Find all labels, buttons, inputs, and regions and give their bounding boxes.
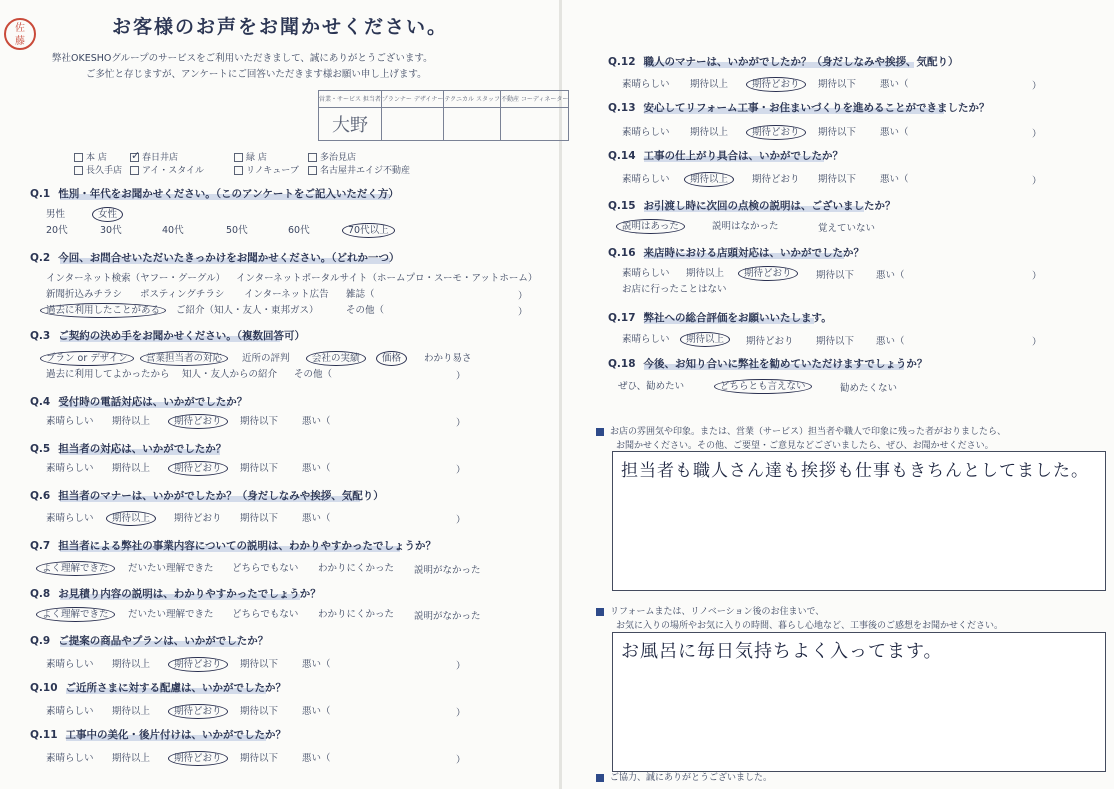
question-12 bbox=[608, 54, 959, 69]
question-4 bbox=[30, 394, 247, 409]
comment-answer-2: お風呂に毎日気持ちよく入ってます。 bbox=[621, 641, 943, 662]
question-15 bbox=[608, 198, 896, 213]
selected-answer: 期待どおり bbox=[168, 751, 228, 766]
question-text: 工事の仕上がり具合は、いかがでしたか？ bbox=[643, 150, 844, 162]
question-text: 性別・年代をお聞かせください。（このアンケートをご記入いただく方） bbox=[58, 188, 399, 200]
q11-below[interactable]: 期待以下 bbox=[240, 753, 279, 764]
q14-excellent[interactable]: 素晴らしい bbox=[622, 174, 670, 185]
q9-excellent[interactable]: 素晴らしい bbox=[46, 659, 94, 670]
question-number: Q.18 bbox=[608, 358, 636, 370]
q18-neutral[interactable] bbox=[720, 378, 806, 392]
q4-as-expected[interactable] bbox=[174, 413, 222, 427]
q17-bad-close: ） bbox=[1032, 337, 1042, 348]
question-number: Q.3 bbox=[30, 330, 51, 342]
q8-mostly[interactable]: だいたい理解できた bbox=[128, 609, 214, 620]
selected-answer: 価格 bbox=[376, 351, 407, 366]
q3-option-sales-response[interactable] bbox=[146, 350, 222, 364]
store-option-renocube[interactable] bbox=[234, 163, 299, 176]
question-number: Q.9 bbox=[30, 635, 51, 647]
q9-below[interactable]: 期待以下 bbox=[240, 659, 279, 670]
checkmark-icon: ✓ bbox=[131, 149, 141, 162]
checkbox-checked-icon[interactable] bbox=[130, 149, 141, 162]
q3-option-price[interactable] bbox=[382, 350, 401, 364]
q1-age-40s[interactable]: 40代 bbox=[162, 225, 184, 236]
q17-bad[interactable]: 悪い（ bbox=[876, 336, 905, 347]
q13-bad[interactable]: 悪い（ bbox=[880, 127, 909, 138]
q1-age-30s[interactable]: 30代 bbox=[100, 225, 122, 236]
question-text: 担当者による弊社の事業内容についての説明は、わかりやすかったでしょうか？ bbox=[58, 540, 437, 552]
q13-as-expected[interactable] bbox=[752, 124, 800, 138]
store-label: アイ・スタイル bbox=[142, 166, 205, 176]
q6-bad[interactable]: 悪い（ bbox=[302, 513, 331, 524]
seal-char-2: 藤 bbox=[15, 36, 25, 47]
q3-option-clarity[interactable]: わかり易さ bbox=[424, 353, 472, 364]
question-text: 工事中の美化・後片付けは、いかがでしたか？ bbox=[65, 729, 287, 741]
q14-bad[interactable]: 悪い（ bbox=[880, 174, 909, 185]
question-number: Q.10 bbox=[30, 682, 58, 694]
q6-below[interactable]: 期待以下 bbox=[240, 513, 279, 524]
seal-char-1: 佐 bbox=[15, 23, 25, 34]
question-text: 弊社への総合評価をお願いいたします。 bbox=[643, 312, 832, 324]
q2-option-other[interactable]: その他（ bbox=[346, 305, 385, 316]
question-7 bbox=[30, 538, 436, 553]
checkbox-icon[interactable] bbox=[234, 153, 243, 162]
q3-option-past-good[interactable]: 過去に利用してよかったから bbox=[46, 369, 170, 380]
seal-stamp bbox=[4, 18, 36, 50]
q2-option-search[interactable]: インターネット検索（ヤフー・グーグル） bbox=[46, 273, 226, 284]
staff-header-realestate: 不動産 コーディネーター bbox=[500, 91, 568, 108]
comment-prompt-2b: お気に入りの場所やお気に入りの時間、暮らし心地など、工事後のご感想をお聞かせください。 bbox=[616, 621, 1004, 631]
q2-option-posting[interactable]: ポスティングチラシ bbox=[140, 289, 225, 300]
q2-other-close: ） bbox=[518, 307, 528, 318]
q11-as-expected[interactable] bbox=[174, 750, 222, 764]
question-number: Q.4 bbox=[30, 396, 51, 408]
q12-bad[interactable]: 悪い（ bbox=[880, 79, 909, 90]
question-text: ご近所さまに対する配慮は、いかがでしたか？ bbox=[65, 682, 287, 694]
q6-bad-close: ） bbox=[456, 515, 466, 526]
q4-bad[interactable]: 悪い（ bbox=[302, 416, 331, 427]
q2-option-web-ad[interactable]: インターネット広告 bbox=[244, 289, 329, 300]
q5-as-expected[interactable] bbox=[174, 460, 222, 474]
q7-understood-well[interactable] bbox=[42, 560, 109, 574]
store-option-istyle[interactable] bbox=[130, 163, 204, 176]
q1-gender-male[interactable]: 男性 bbox=[46, 209, 66, 220]
selected-answer: 期待どおり bbox=[168, 704, 228, 719]
question-number: Q.17 bbox=[608, 312, 636, 324]
selected-answer: 期待どおり bbox=[168, 414, 228, 429]
staff-planner-cell[interactable] bbox=[381, 108, 444, 141]
bullet-square-icon bbox=[596, 774, 604, 782]
question-1 bbox=[30, 186, 399, 201]
question-13 bbox=[608, 100, 990, 115]
question-6 bbox=[30, 488, 384, 503]
q1-age-70plus[interactable] bbox=[348, 222, 389, 236]
store-option-midori[interactable] bbox=[234, 150, 267, 163]
thanks-text: ご協力、誠にありがとうございました。 bbox=[610, 773, 773, 783]
q12-excellent[interactable]: 素晴らしい bbox=[622, 79, 670, 90]
staff-header-planner: プランナー デザイナー bbox=[381, 91, 444, 108]
q2-option-newspaper[interactable]: 新聞折込みチラシ bbox=[46, 289, 123, 300]
q1-age-20s[interactable]: 20代 bbox=[46, 225, 68, 236]
comment-box-impressions[interactable] bbox=[612, 451, 1106, 591]
q12-below[interactable]: 期待以下 bbox=[818, 79, 857, 90]
q3-option-track-record[interactable] bbox=[312, 350, 360, 364]
selected-answer: よく理解できた bbox=[36, 561, 115, 576]
selected-answer: 女性 bbox=[92, 207, 123, 222]
q13-bad-close: ） bbox=[1032, 129, 1042, 140]
q14-bad-close: ） bbox=[1032, 176, 1042, 187]
question-number: Q.16 bbox=[608, 247, 636, 259]
page-title: お客様のお声をお聞かせください。 bbox=[112, 16, 449, 38]
q16-never-visited[interactable]: お店に行ったことはない bbox=[622, 284, 727, 295]
q9-as-expected[interactable] bbox=[174, 656, 222, 670]
question-text: 今後、お知り合いに弊社を勧めていただけますでしょうか？ bbox=[643, 358, 928, 370]
q11-above[interactable]: 期待以上 bbox=[112, 753, 151, 764]
store-option-nagoya-realestate[interactable] bbox=[308, 163, 410, 176]
q9-bad-close: ） bbox=[456, 661, 466, 672]
question-text: 今回、お問合せいただいたきっかけをお聞かせください。（どれか一つ） bbox=[58, 252, 400, 264]
checkbox-icon[interactable] bbox=[74, 153, 83, 162]
question-number: Q.14 bbox=[608, 150, 636, 162]
q12-as-expected[interactable] bbox=[752, 76, 800, 90]
store-option-honten[interactable] bbox=[74, 150, 107, 163]
q15-not-explained[interactable]: 説明はなかった bbox=[712, 221, 779, 232]
bullet-square-icon bbox=[596, 428, 604, 436]
checkbox-icon[interactable] bbox=[234, 166, 243, 175]
staff-sales-name[interactable]: 大野 bbox=[319, 108, 382, 141]
question-number: Q.5 bbox=[30, 443, 51, 455]
q8-understood-well[interactable] bbox=[42, 606, 109, 620]
q4-below[interactable]: 期待以下 bbox=[240, 416, 279, 427]
q16-below[interactable]: 期待以下 bbox=[816, 270, 855, 281]
staff-realestate-cell[interactable] bbox=[500, 108, 568, 141]
question-text: ご契約の決め手をお聞かせください。（複数回答可） bbox=[58, 330, 305, 342]
question-9 bbox=[30, 633, 268, 648]
prompt-text: リフォームまたは、リノベーション後のお住まいで、 bbox=[610, 607, 825, 617]
q7-neutral[interactable]: どちらでもない bbox=[232, 563, 299, 574]
question-number: Q.13 bbox=[608, 102, 636, 114]
question-8 bbox=[30, 586, 321, 601]
q14-as-expected[interactable]: 期待どおり bbox=[752, 174, 800, 185]
q1-age-50s[interactable]: 50代 bbox=[226, 225, 248, 236]
question-number: Q.7 bbox=[30, 540, 51, 552]
selected-answer: 70代以上 bbox=[342, 223, 395, 238]
question-17 bbox=[608, 310, 832, 325]
q10-excellent[interactable]: 素晴らしい bbox=[46, 706, 94, 717]
q11-bad[interactable]: 悪い（ bbox=[302, 753, 331, 764]
q15-explained[interactable] bbox=[622, 218, 679, 232]
q17-as-expected[interactable]: 期待どおり bbox=[746, 336, 794, 347]
q7-unclear[interactable]: わかりにくかった bbox=[318, 563, 395, 574]
q3-option-plan-design[interactable] bbox=[46, 350, 128, 364]
q3-option-other[interactable]: その他（ bbox=[294, 369, 333, 380]
question-11 bbox=[30, 727, 286, 742]
q10-bad[interactable]: 悪い（ bbox=[302, 706, 331, 717]
q3-other-close: ） bbox=[456, 371, 466, 382]
q10-below[interactable]: 期待以下 bbox=[240, 706, 279, 717]
question-text: ご提案の商品やプランは、いかがでしたか？ bbox=[58, 635, 269, 647]
question-number: Q.2 bbox=[30, 252, 51, 264]
q5-bad-close: ） bbox=[456, 465, 466, 476]
selected-answer: 期待どおり bbox=[168, 657, 228, 672]
comment-answer-1: 担当者も職人さん達も挨拶も仕事もきちんとしてました。 bbox=[621, 461, 1089, 481]
staff-header-technical: テクニカル スタッフ bbox=[444, 91, 501, 108]
comment-prompt-2 bbox=[596, 604, 824, 617]
q4-above[interactable]: 期待以上 bbox=[112, 416, 151, 427]
question-10 bbox=[30, 680, 286, 695]
selected-answer: 期待以上 bbox=[684, 172, 734, 187]
question-3 bbox=[30, 328, 305, 343]
selected-answer: 期待どおり bbox=[746, 125, 806, 140]
question-18 bbox=[608, 356, 927, 371]
question-5 bbox=[30, 441, 226, 456]
prompt-text: お店の雰囲気や印象。または、営業（サービス）担当者や職人で印象に残った者がおりましたら、 bbox=[610, 427, 1007, 437]
bullet-square-icon bbox=[596, 608, 604, 616]
q14-above[interactable] bbox=[690, 171, 728, 185]
q2-option-magazine[interactable]: 雑誌（ bbox=[346, 289, 375, 300]
selected-answer: よく理解できた bbox=[36, 607, 115, 622]
checkbox-icon[interactable] bbox=[130, 166, 139, 175]
q1-age-60s[interactable]: 60代 bbox=[288, 225, 310, 236]
q8-no-explanation[interactable]: 説明がなかった bbox=[414, 611, 481, 622]
q11-bad-close: ） bbox=[456, 755, 466, 766]
q12-bad-close: ） bbox=[1032, 81, 1042, 92]
q16-above[interactable]: 期待以上 bbox=[686, 268, 725, 279]
q7-no-explanation[interactable]: 説明がなかった bbox=[414, 565, 481, 576]
q17-excellent[interactable]: 素晴らしい bbox=[622, 334, 670, 345]
q2-option-referral[interactable]: ご紹介（知人・友人・東邦ガス） bbox=[176, 305, 319, 316]
comment-prompt-1b: お聞かせください。その他、ご要望・ご意見などございましたら、ぜひ、お聞かせください。 bbox=[616, 441, 994, 451]
store-label: 長久手店 bbox=[86, 166, 123, 176]
question-text: 来店時における店頭対応は、いかがでしたか？ bbox=[643, 247, 865, 259]
q1-gender-female[interactable] bbox=[98, 206, 117, 220]
q5-excellent[interactable]: 素晴らしい bbox=[46, 463, 94, 474]
q16-bad-close: ） bbox=[1032, 271, 1042, 282]
q5-above[interactable]: 期待以上 bbox=[112, 463, 151, 474]
q15-dont-remember[interactable]: 覚えていない bbox=[818, 223, 876, 234]
q13-below[interactable]: 期待以下 bbox=[818, 127, 857, 138]
q3-option-acquaintance[interactable]: 知人・友人からの紹介 bbox=[182, 369, 278, 380]
checkbox-icon[interactable] bbox=[308, 166, 317, 175]
q8-neutral[interactable]: どちらでもない bbox=[232, 609, 299, 620]
selected-answer: 期待どおり bbox=[168, 461, 228, 476]
q18-not-recommend[interactable]: 勧めたくない bbox=[840, 383, 898, 394]
checkbox-icon[interactable] bbox=[308, 153, 317, 162]
question-number: Q.15 bbox=[608, 200, 636, 212]
checkbox-icon[interactable] bbox=[74, 166, 83, 175]
q11-excellent[interactable]: 素晴らしい bbox=[46, 753, 94, 764]
q17-below[interactable]: 期待以下 bbox=[816, 336, 855, 347]
selected-answer: どちらとも言えない bbox=[714, 379, 812, 394]
q6-above[interactable] bbox=[112, 510, 150, 524]
q4-bad-close: ） bbox=[456, 418, 466, 429]
question-text: お引渡し時に次回の点検の説明は、ございましたか？ bbox=[643, 200, 896, 212]
store-option-kasugai[interactable] bbox=[130, 150, 178, 163]
question-number: Q.8 bbox=[30, 588, 51, 600]
q16-bad[interactable]: 悪い（ bbox=[876, 270, 905, 281]
q6-as-expected[interactable]: 期待どおり bbox=[174, 513, 222, 524]
store-option-nagakute[interactable] bbox=[74, 163, 122, 176]
q16-excellent[interactable]: 素晴らしい bbox=[622, 268, 670, 279]
q10-above[interactable]: 期待以上 bbox=[112, 706, 151, 717]
intro-line-2: ご多忙と存じますが、アンケートにご回答いただきます様お願い申し上げます。 bbox=[86, 69, 427, 80]
q14-below[interactable]: 期待以下 bbox=[818, 174, 857, 185]
q18-recommend[interactable]: ぜひ、勧めたい bbox=[618, 381, 685, 392]
question-2 bbox=[30, 250, 399, 265]
q7-mostly[interactable]: だいたい理解できた bbox=[128, 563, 214, 574]
question-text: 職人のマナーは、いかがでしたか？（身だしなみや挨拶、気配り） bbox=[643, 56, 959, 68]
q13-excellent[interactable]: 素晴らしい bbox=[622, 127, 670, 138]
q12-above[interactable]: 期待以上 bbox=[690, 79, 729, 90]
staff-table bbox=[318, 90, 569, 141]
q13-above[interactable]: 期待以上 bbox=[690, 127, 729, 138]
thanks-footer bbox=[596, 770, 772, 783]
selected-answer: 期待どおり bbox=[746, 77, 806, 92]
right-page bbox=[562, 0, 1114, 789]
comment-box-after-construction[interactable] bbox=[612, 632, 1106, 772]
staff-header-sales: 営業・サービス 担当者 bbox=[319, 91, 382, 108]
store-label: 本 店 bbox=[86, 153, 107, 163]
q5-bad[interactable]: 悪い（ bbox=[302, 463, 331, 474]
q17-above[interactable] bbox=[686, 331, 724, 345]
q8-unclear[interactable]: わかりにくかった bbox=[318, 609, 395, 620]
q3-option-reputation[interactable]: 近所の評判 bbox=[242, 353, 290, 364]
q4-excellent[interactable]: 素晴らしい bbox=[46, 416, 94, 427]
question-text: 受付時の電話対応は、いかがでしたか？ bbox=[58, 396, 248, 408]
q6-excellent[interactable]: 素晴らしい bbox=[46, 513, 94, 524]
q10-bad-close: ） bbox=[456, 708, 466, 719]
store-label: リノキューブ bbox=[246, 166, 299, 176]
question-16 bbox=[608, 245, 864, 260]
question-number: Q.1 bbox=[30, 188, 51, 200]
selected-answer: 期待以上 bbox=[680, 332, 730, 347]
intro-line-1: 弊社OKESHOグループのサービスをご利用いただきまして、誠にありがとうございます。 bbox=[52, 53, 433, 64]
q9-above[interactable]: 期待以上 bbox=[112, 659, 151, 670]
store-label: 多治見店 bbox=[320, 153, 357, 163]
selected-answer: 説明はあった bbox=[616, 219, 685, 234]
q2-option-portal[interactable]: インターネットポータルサイト（ホームプロ・スーモ・アットホーム） bbox=[236, 273, 538, 284]
q2-magazine-close: ） bbox=[518, 291, 528, 302]
store-label: 緑 店 bbox=[246, 153, 267, 163]
question-text: 担当者のマナーは、いかがでしたか？（身だしなみや挨拶、気配り） bbox=[58, 490, 384, 502]
selected-answer: 過去に利用したことがある bbox=[40, 303, 166, 318]
selected-answer: プラン or デザイン bbox=[40, 351, 134, 366]
question-number: Q.12 bbox=[608, 56, 636, 68]
comment-prompt-1 bbox=[596, 424, 1006, 437]
q9-bad[interactable]: 悪い（ bbox=[302, 659, 331, 670]
store-option-tajimi[interactable] bbox=[308, 150, 356, 163]
question-number: Q.11 bbox=[30, 729, 58, 741]
q16-as-expected[interactable] bbox=[744, 265, 792, 279]
q5-below[interactable]: 期待以下 bbox=[240, 463, 279, 474]
store-label: 春日井店 bbox=[142, 153, 179, 163]
q2-option-past-use[interactable] bbox=[46, 302, 160, 316]
store-label: 名古屋井エイジ不動産 bbox=[320, 166, 411, 176]
selected-answer: 期待どおり bbox=[738, 266, 798, 281]
selected-answer: 営業担当者の対応 bbox=[140, 351, 228, 366]
question-text: 安心してリフォーム工事・お住まいづくりを進めることができましたか？ bbox=[643, 102, 990, 114]
question-number: Q.6 bbox=[30, 490, 51, 502]
staff-technical-cell[interactable] bbox=[444, 108, 501, 141]
question-text: お見積り内容の説明は、わかりやすかったでしょうか？ bbox=[58, 588, 321, 600]
q10-as-expected[interactable] bbox=[174, 703, 222, 717]
question-text: 担当者の対応は、いかがでしたか？ bbox=[58, 443, 227, 455]
selected-answer: 期待以上 bbox=[106, 511, 156, 526]
question-14 bbox=[608, 148, 843, 163]
selected-answer: 会社の実績 bbox=[306, 351, 366, 366]
